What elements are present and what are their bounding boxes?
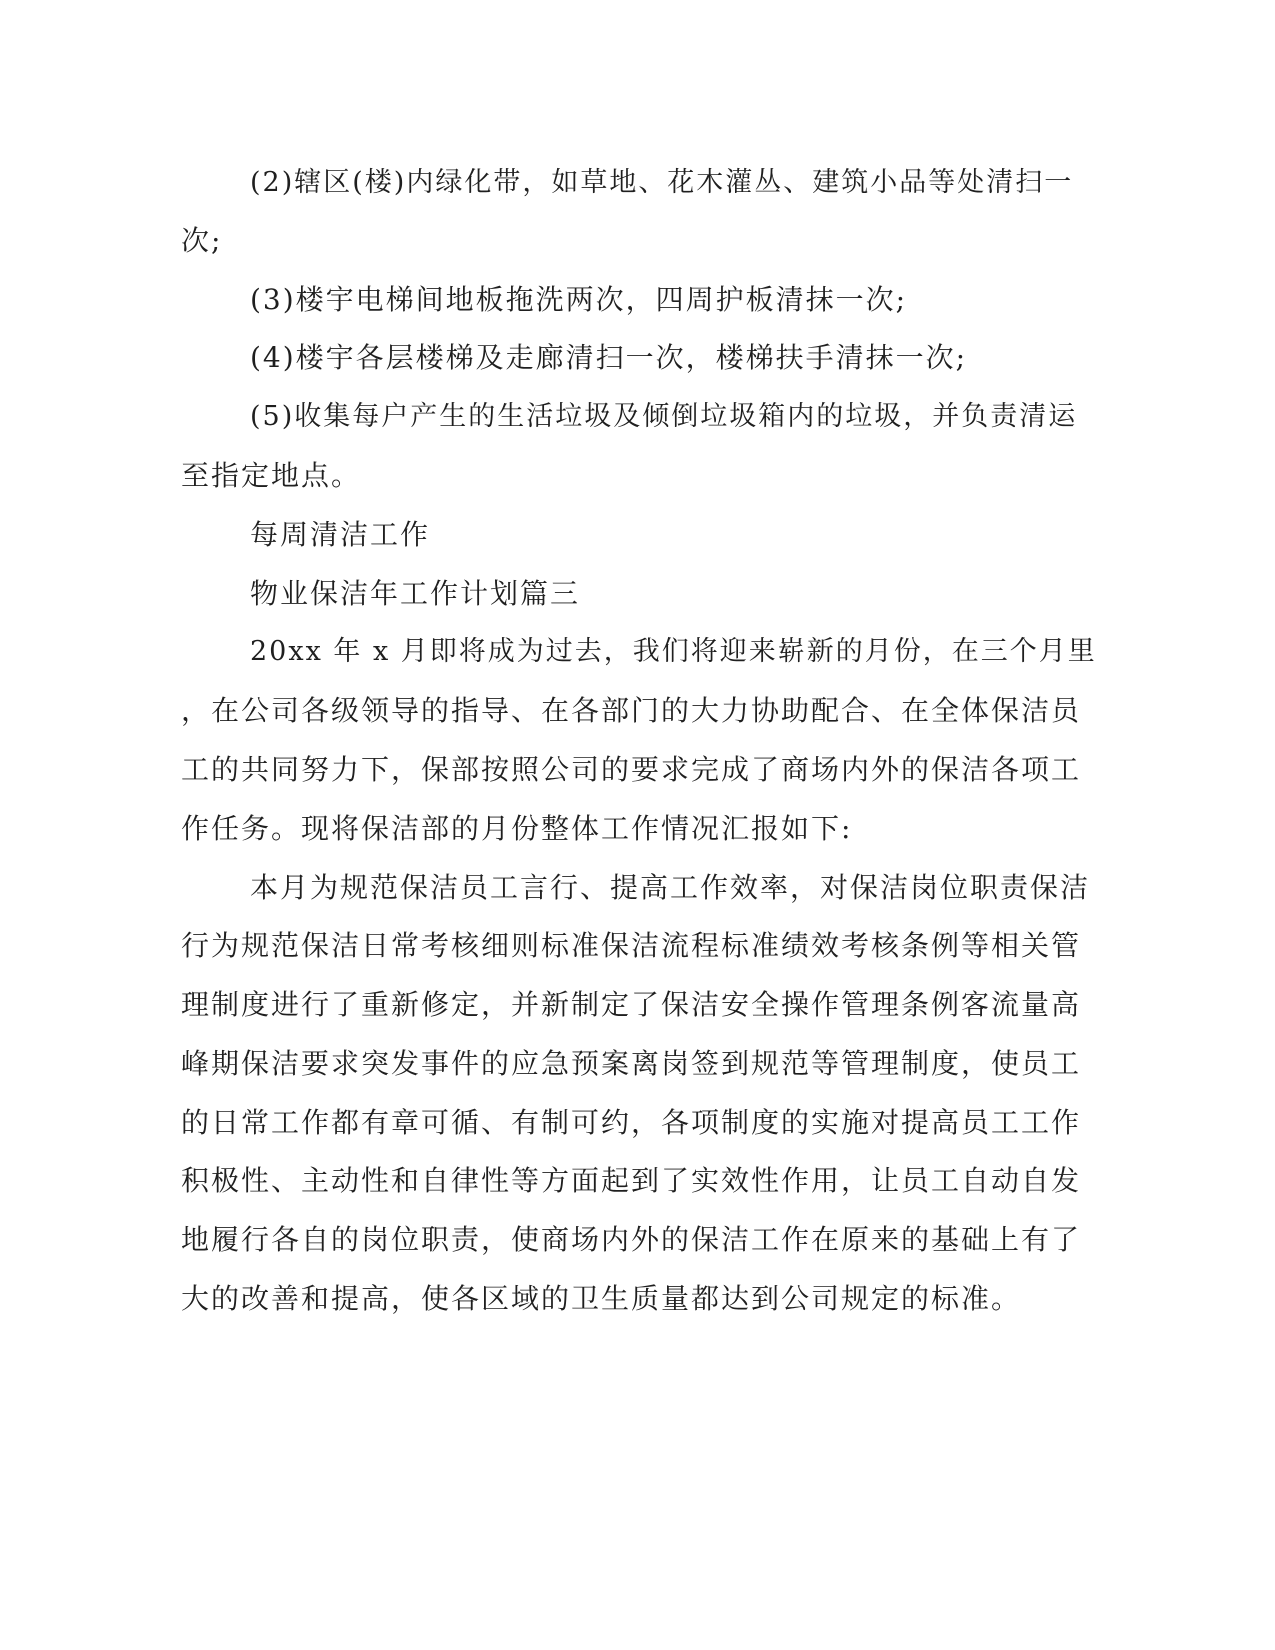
- text-line: 本月为规范保洁员工言行、提高工作效率，对保洁岗位职责保洁: [250, 871, 1091, 904]
- text-line: 峰期保洁要求突发事件的应急预案离岗签到规范等管理制度，使员工: [181, 1047, 1082, 1080]
- text-line: 至指定地点。: [181, 459, 362, 492]
- section-heading: 每周清洁工作: [250, 518, 431, 551]
- text-line: (2)辖区(楼)内绿化带，如草地、花木灌丛、建筑小品等处清扫一: [250, 167, 1074, 198]
- text-line: 行为规范保洁日常考核细则标准保洁流程标准绩效考核条例等相关管: [181, 929, 1082, 962]
- text-line: 的日常工作都有章可循、有制可约，各项制度的实施对提高员工工作: [181, 1106, 1082, 1139]
- text-line: 作任务。现将保洁部的月份整体工作情况汇报如下:: [181, 812, 853, 845]
- text-line: 次;: [181, 224, 223, 257]
- text-line: ，在公司各级领导的指导、在各部门的大力协助配合、在全体保洁员: [181, 694, 1082, 727]
- text-line: 理制度进行了重新修定，并新制定了保洁安全操作管理条例客流量高: [181, 988, 1082, 1021]
- text-line: (5)收集每户产生的生活垃圾及倾倒垃圾箱内的垃圾，并负责清运: [250, 401, 1078, 432]
- text-line: 积极性、主动性和自律性等方面起到了实效性作用，让员工自动自发: [181, 1164, 1082, 1197]
- text-line: 工的共同努力下，保部按照公司的要求完成了商场内外的保洁各项工: [181, 753, 1082, 786]
- text-line: (4)楼宇各层楼梯及走廊清扫一次，楼梯扶手清抹一次;: [250, 341, 968, 374]
- section-heading: 物业保洁年工作计划篇三: [250, 577, 581, 610]
- text-line: 20xx 年 x 月即将成为过去，我们将迎来崭新的月份，在三个月里: [250, 636, 1097, 667]
- text-line: (3)楼宇电梯间地板拖洗两次，四周护板清抹一次;: [250, 283, 908, 316]
- text-line: 大的改善和提高，使各区域的卫生质量都达到公司规定的标准。: [181, 1282, 1022, 1315]
- text-line: 地履行各自的岗位职责，使商场内外的保洁工作在原来的基础上有了: [181, 1223, 1082, 1256]
